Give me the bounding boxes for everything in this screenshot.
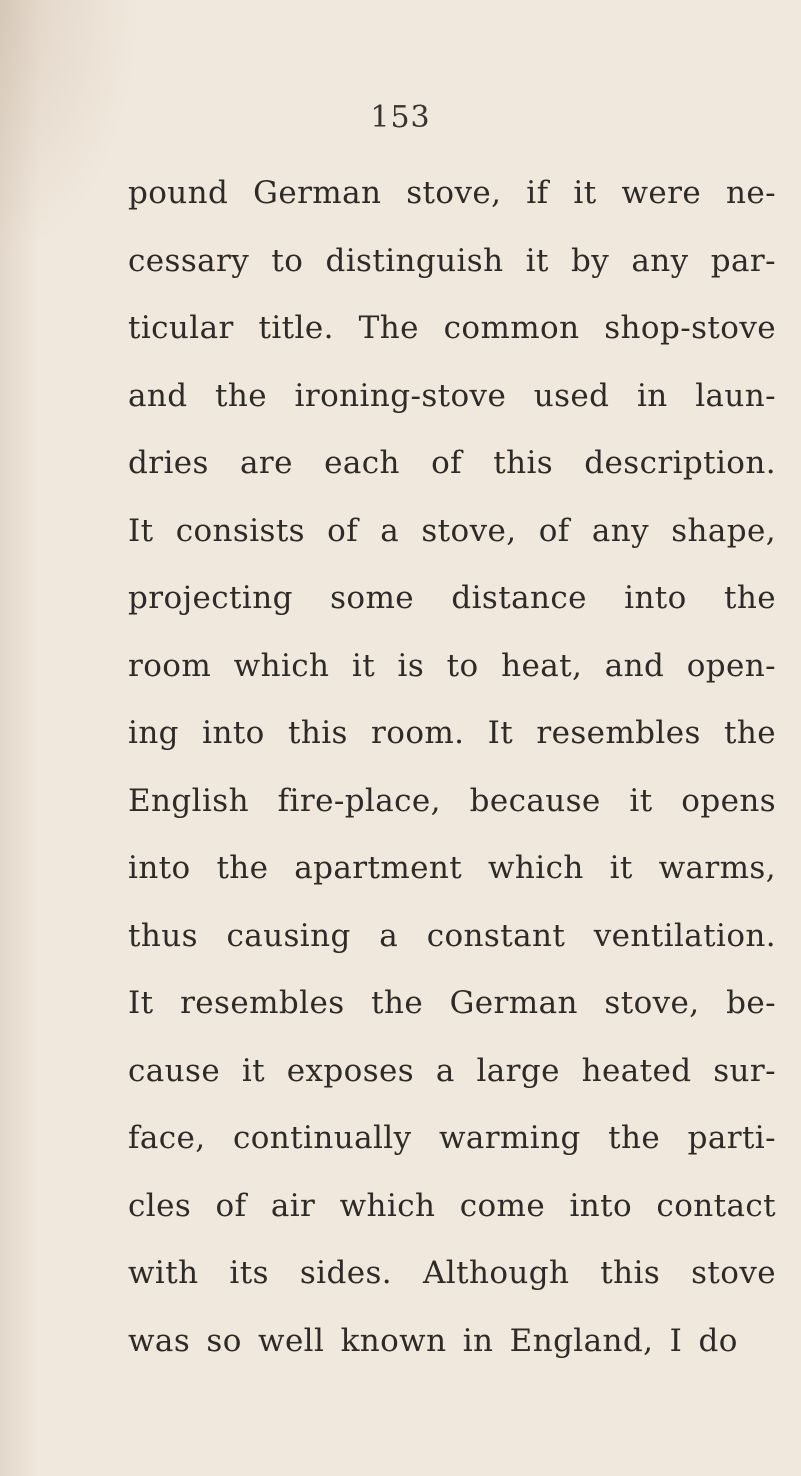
text-line: It consists of a stove, of any shape, bbox=[128, 512, 776, 549]
text-line: projecting some distance into the bbox=[128, 580, 776, 616]
text-line: cessary to distinguish it by any par- bbox=[128, 242, 776, 279]
text-line: thus causing a constant ventilation. bbox=[128, 917, 776, 954]
text-line: pound German stove, if it were ne- bbox=[128, 175, 776, 211]
text-line: into the apartment which it warms, bbox=[128, 850, 776, 886]
page-number: 153 bbox=[370, 100, 431, 135]
text-line: dries are each of this description. bbox=[128, 445, 776, 481]
text-line: and the ironing-stove used in laun- bbox=[128, 377, 776, 414]
text-line: face, continually warming the parti- bbox=[128, 1120, 776, 1156]
text-line: ing into this room. It resembles the bbox=[128, 715, 776, 751]
text-line: It resembles the German stove, be- bbox=[128, 985, 776, 1021]
text-line: cles of air which come into contact bbox=[128, 1187, 776, 1224]
text-line: ticular title. The common shop-stove bbox=[128, 310, 776, 346]
body-text bbox=[128, 160, 776, 1375]
text-line: room which it is to heat, and open- bbox=[128, 647, 776, 684]
text-line: with its sides. Although this stove bbox=[128, 1255, 776, 1291]
text-line: English fire-place, because it opens bbox=[128, 782, 776, 819]
text-line: was so well known in England, I do bbox=[128, 1322, 738, 1359]
text-line: cause it exposes a large heated sur- bbox=[128, 1052, 776, 1089]
